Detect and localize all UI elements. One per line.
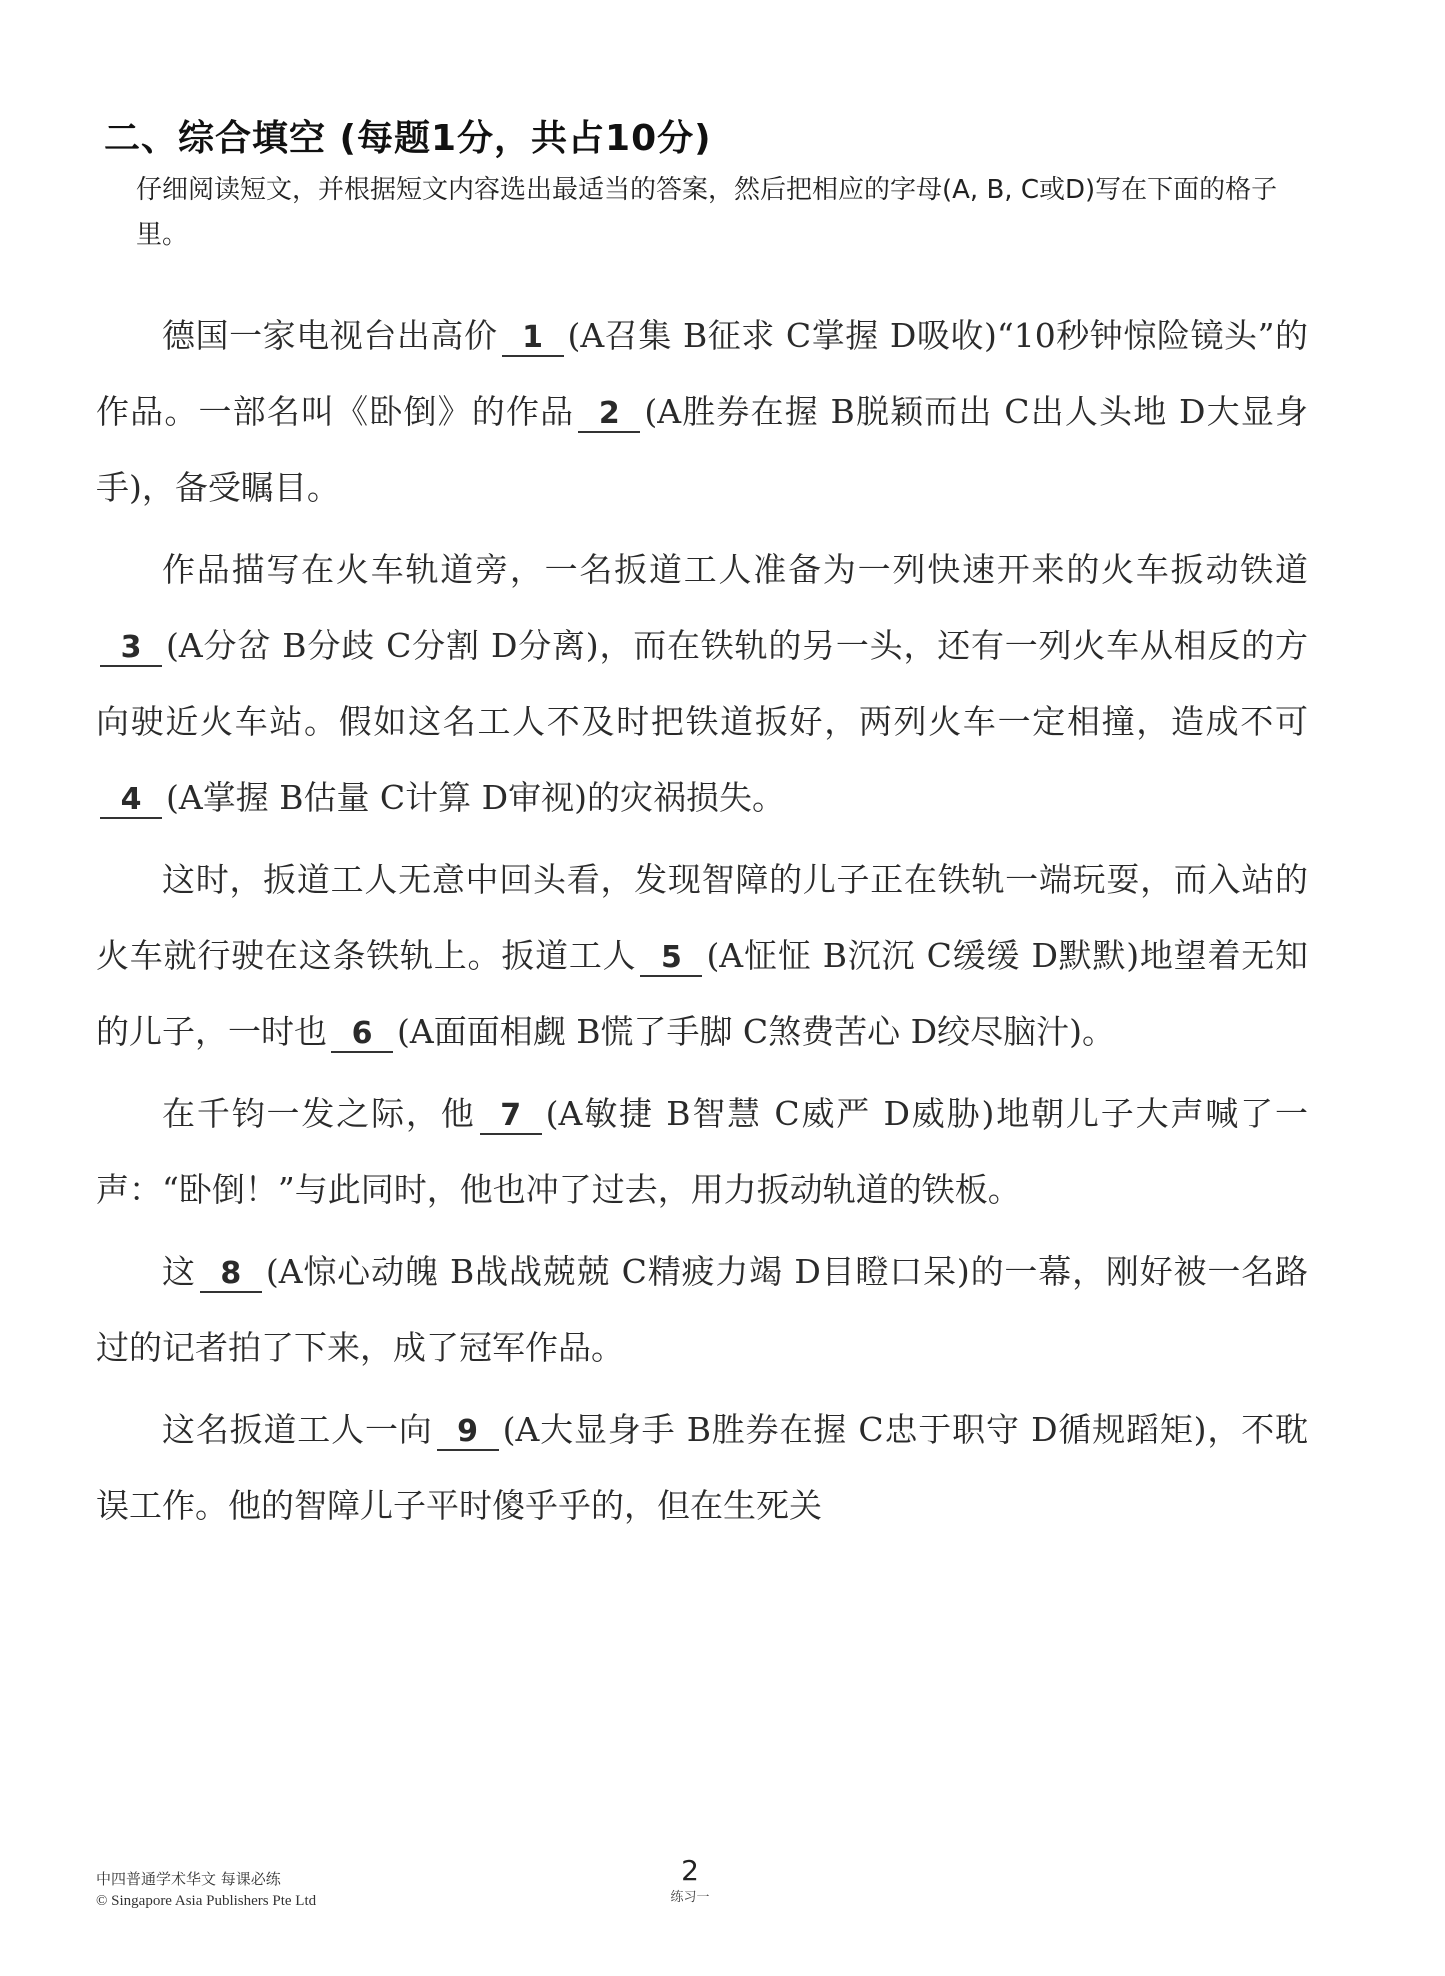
- passage-text: 的一幕，刚好被一名路过的记者拍了下来，成了冠军作品。: [96, 1252, 1309, 1367]
- passage-text: 作品描写在火车轨道旁，一名扳道工人准备为一列快速开来的火车扳动铁道: [162, 550, 1308, 589]
- passage-text: 这时，扳道工人无意中回头看，发现智障的儿子正在铁轨一端玩耍，而入站的火车就行驶在这条铁轨上。扳道工人: [96, 860, 1308, 975]
- options-1: (A召集 B征求 C掌握 D吸收): [567, 316, 997, 355]
- passage-text: 。: [1082, 1012, 1116, 1051]
- blank-3: 3: [100, 631, 162, 667]
- options-3: (A分岔 B分歧 C分割 D分离): [166, 626, 599, 665]
- footer-publisher: [96, 1868, 316, 1912]
- exercise-label: 练习一: [670, 1890, 710, 1905]
- passage-text: ，不耽误工作。他的智障儿子平时傻乎乎的，但在生死关: [96, 1410, 1309, 1525]
- passage-text: ，备受瞩目。: [141, 468, 340, 507]
- options-5: (A怔怔 B沉沉 C缓缓 D默默): [706, 936, 1140, 975]
- passage-text: 这: [162, 1252, 196, 1291]
- blank-8: 8: [200, 1257, 262, 1293]
- options-6: (A面面相觑 B慌了手脚 C煞费苦心 D绞尽脑汁): [397, 1012, 1083, 1051]
- section-title: 二、综合填空 (每题1分，共占10分): [104, 118, 712, 159]
- passage-text: “10秒钟惊险镜头”的作品。一部名叫《卧倒》的作品: [96, 316, 1309, 431]
- passage-text: ，而在铁轨的另一头，还有一列火车从相反的方向驶近火车站。假如这名工人不及时把铁道扳好，两列火车一定相撞，造成不可: [96, 626, 1308, 741]
- paragraph-4: [96, 1076, 1308, 1228]
- blank-2: 2: [578, 397, 640, 433]
- blank-4: 4: [100, 783, 162, 819]
- paragraph-5: [96, 1234, 1308, 1386]
- options-2: (A胜券在握 B脱颖而出 C出人头地 D大显身手): [96, 392, 1308, 507]
- passage-text: 德国一家电视台出高价: [162, 316, 498, 355]
- options-4: (A掌握 B估量 C计算 D审视): [166, 778, 588, 817]
- options-7: (A敏捷 B智慧 C威严 D威胁): [545, 1094, 995, 1133]
- passage-text: 地望着无知的儿子，一时也: [96, 936, 1308, 1051]
- footer-page: [640, 1854, 740, 1908]
- passage-text: 地朝儿子大声喊了一声：“卧倒！”与此同时，他也冲了过去，用力扳动轨道的铁板。: [96, 1094, 1309, 1209]
- options-8: (A惊心动魄 B战战兢兢 C精疲力竭 D目瞪口呆): [265, 1252, 970, 1291]
- paragraph-1: [96, 298, 1308, 526]
- blank-9: 9: [437, 1415, 499, 1451]
- paragraph-3: [96, 842, 1308, 1070]
- page-number: 2: [681, 1854, 699, 1887]
- blank-6: 6: [331, 1017, 393, 1053]
- options-9: (A大显身手 B胜券在握 C忠于职守 D循规蹈矩): [502, 1410, 1207, 1449]
- blank-1: 1: [502, 321, 564, 357]
- paragraph-6: [96, 1392, 1308, 1544]
- passage-text: 这名扳道工人一向: [162, 1410, 433, 1449]
- book-title: 中四普通学术华文 每课必练: [96, 1870, 281, 1888]
- passage: [96, 298, 1308, 1550]
- paragraph-2: [96, 532, 1308, 836]
- passage-text: 的灾祸损失。: [587, 778, 786, 817]
- passage-text: 在千钧一发之际，他: [162, 1094, 476, 1133]
- blank-7: 7: [480, 1099, 542, 1135]
- section-instruction: 仔细阅读短文，并根据短文内容选出最适当的答案，然后把相应的字母(A, B, C或D)写在下面的格子里。: [136, 175, 1278, 250]
- copyright-notice: © Singapore Asia Publishers Pte Ltd: [96, 1893, 317, 1909]
- blank-5: 5: [640, 941, 702, 977]
